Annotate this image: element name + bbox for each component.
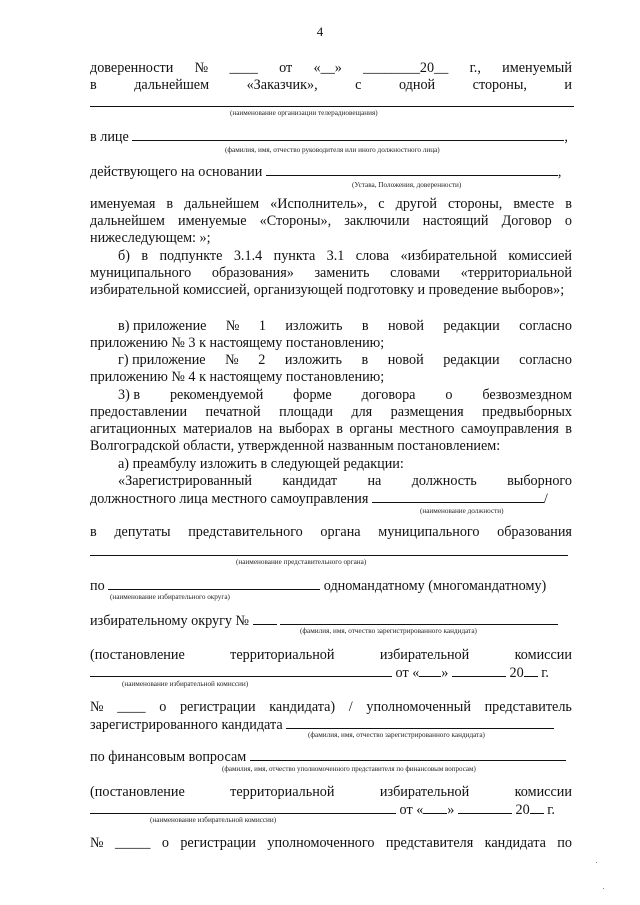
caption-org: (наименование организации телерадиовещания) [230, 109, 378, 117]
word: с [355, 77, 362, 93]
caption-izbkom-2: (наименование избирательной комиссии) [150, 816, 277, 824]
word: договора [361, 387, 416, 403]
paragraph-ispolnitel: именуемая в дальнейшем «Исполнитель», с другой стороны, вместе в дальнейшем именуемые «Стороны», заключили настоящий Договор о нижеследующем: »; [90, 196, 572, 246]
paragraph-b: б) в подпункте 3.1.4 пункта 3.1 слова «избирательной комиссией муниципального образования» заменить словами «территориальной избирательной комиссией, организующей подготовку и проведение выборов»; [90, 248, 572, 298]
word: депутаты [114, 524, 171, 540]
word: ____ [117, 699, 146, 715]
word: должность [411, 473, 477, 489]
caption-dolzh: (наименование должности) [420, 507, 504, 515]
word: доверенности [90, 60, 174, 76]
word: 2 [258, 352, 266, 368]
caption-okrug: (наименование избирательного округа) [110, 593, 230, 601]
word: кандидат [282, 473, 338, 489]
word: о [159, 699, 167, 715]
word: изложить [284, 352, 342, 368]
fin-line [90, 748, 572, 766]
word: дальнейшем [134, 77, 210, 93]
label: по финансовым вопросам [90, 749, 247, 765]
postanovlenie-2 [90, 784, 572, 801]
word: согласно [519, 318, 572, 334]
paragraph-g-line-1 [118, 352, 572, 369]
word: новой [387, 318, 424, 334]
word: уполномоченного [267, 835, 375, 851]
word: в) приложение [118, 318, 207, 334]
label: зарегистрированного кандидата [90, 717, 283, 733]
caption-fio-kand: (фамилия, имя, отчество зарегистрированного кандидата) [300, 627, 477, 635]
word: / [348, 699, 353, 715]
caption-ustav: (Устава, Положения, доверенности) [352, 181, 462, 189]
word: «__» [313, 60, 342, 76]
word: регистрации [180, 835, 256, 851]
zareg-line-1 [118, 473, 572, 490]
last-line [90, 835, 572, 852]
paragraph-v-line-2: приложению № 3 к настоящему постановлению; [90, 335, 385, 351]
preamble-line-1 [90, 60, 572, 77]
word: комиссии [514, 784, 572, 800]
deystv-line: действующего на основании , [90, 164, 562, 180]
word: о [445, 387, 453, 403]
word: (постановление [90, 784, 185, 800]
label: г. [547, 802, 555, 818]
paragraph-g-line-2: приложению № 4 к настоящему постановлению; [90, 369, 385, 385]
scan-speck [596, 862, 597, 863]
registration-line [90, 699, 572, 716]
org-name-line [90, 106, 574, 107]
zareg-line-2: должностного лица местного самоуправления / [90, 491, 548, 507]
word: (постановление [90, 647, 185, 663]
scan-speck [603, 888, 604, 889]
word: территориальной [230, 647, 335, 663]
word: № [90, 835, 104, 851]
predst-organ-line [90, 555, 568, 556]
word: от [279, 60, 293, 76]
word: 1 [258, 318, 266, 334]
word: избирательной [379, 784, 470, 800]
label: 20 [509, 665, 524, 681]
word: стороны, [472, 77, 527, 93]
label: от « [395, 665, 420, 681]
word: именуемый [502, 60, 572, 76]
word: г., [469, 60, 481, 76]
word: комиссии [514, 647, 572, 663]
word: редакции [443, 318, 500, 334]
deputaty-line [90, 524, 572, 541]
word: представительного [188, 524, 303, 540]
label: » [447, 802, 455, 818]
word: образования [497, 524, 572, 540]
word: органа [320, 524, 361, 540]
word: выборного [507, 473, 572, 489]
word: в [361, 352, 369, 368]
word: ________20__ [363, 60, 449, 76]
word: безвозмездном [482, 387, 572, 403]
word: ____ [229, 60, 258, 76]
word: на [367, 473, 382, 489]
caption-predst: (наименование представительного органа) [236, 558, 367, 566]
label: действующего на основании [90, 164, 263, 180]
word: 3) в [118, 387, 141, 403]
word: г) приложение [118, 352, 206, 368]
word: изложить [285, 318, 343, 334]
word: № [225, 352, 239, 368]
word: уполномоченный [366, 699, 471, 715]
word: представителя [385, 835, 474, 851]
word: одной [398, 77, 436, 93]
word: в [361, 318, 369, 334]
word: о [161, 835, 169, 851]
page-number: 4 [316, 24, 324, 39]
word: в [90, 524, 97, 540]
word: № [90, 699, 104, 715]
word: «Заказчик», [246, 77, 318, 93]
word: «Зарегистрированный [118, 473, 252, 489]
paragraph-3-line-1 [118, 387, 572, 404]
word: форме [293, 387, 332, 403]
label: избирательному округу № [90, 613, 250, 629]
word: кандидата [484, 835, 546, 851]
paragraph-3-rest: предоставлении печатной площади для размещения предвыборных агитационных материалов на выборах в органы местного самоуправления в Волгоградской области, утвержденной названным постановлением: [90, 404, 572, 454]
word: кандидата) [269, 699, 336, 715]
word: территориальной [230, 784, 335, 800]
label: г. [541, 665, 549, 681]
paragraph-v-line-1 [118, 318, 572, 335]
v-lice-line: в лице , [90, 129, 568, 145]
word: муниципального [378, 524, 480, 540]
label: в лице [90, 129, 129, 145]
word: по [557, 835, 572, 851]
caption-fio-head: (фамилия, имя, отчество руководителя или иного должностного лица) [225, 146, 440, 154]
word: и [564, 77, 572, 93]
postanovlenie-1 [90, 647, 572, 664]
word: рекомендуемой [169, 387, 264, 403]
word: регистрации [179, 699, 256, 715]
word: новой [387, 352, 424, 368]
label: должностного лица местного самоуправления [90, 491, 369, 507]
word: _____ [114, 835, 151, 851]
word: представитель [484, 699, 572, 715]
label: по [90, 578, 105, 594]
label: одномандатному (многомандатному) [323, 578, 547, 594]
word: редакции [443, 352, 500, 368]
word: избирательной [379, 647, 470, 663]
preamble-line-2 [90, 77, 572, 94]
paragraph-a: а) преамбулу изложить в следующей редакции: [118, 456, 404, 472]
caption-fio-kand-2: (фамилия, имя, отчество зарегистрированного кандидата) [308, 731, 485, 739]
word: № [194, 60, 209, 76]
word: в [90, 77, 97, 93]
caption-fio-fin: (фамилия, имя, отчество уполномоченного представителя по финансовым вопросам) [222, 765, 476, 773]
caption-izbkom-1: (наименование избирательной комиссии) [122, 680, 249, 688]
word: № [225, 318, 240, 334]
label: » [441, 665, 449, 681]
label: 20 [515, 802, 530, 818]
word: согласно [519, 352, 572, 368]
label: от « [399, 802, 424, 818]
